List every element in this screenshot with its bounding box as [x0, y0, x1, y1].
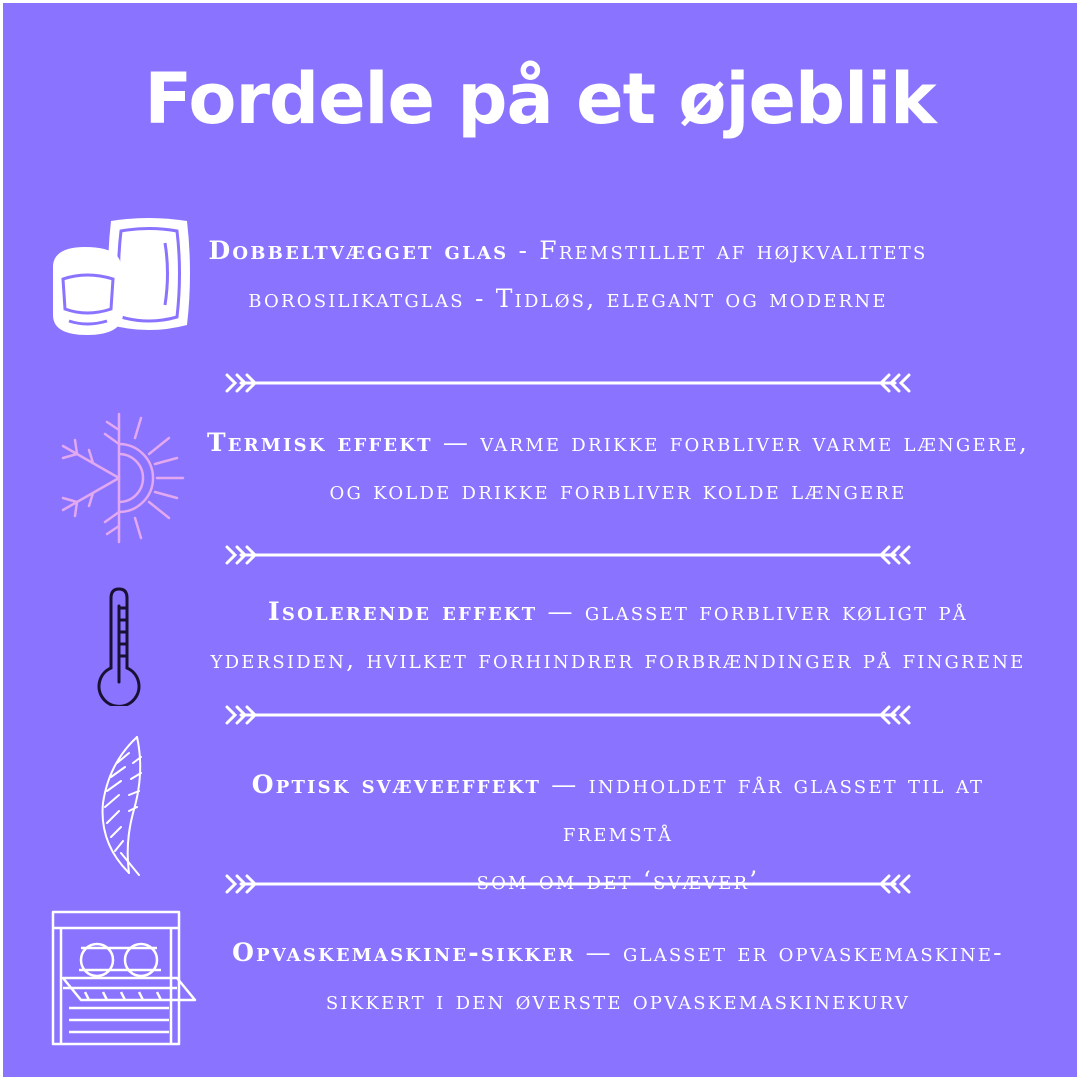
feature-line-2: og kolde drikke forbliver kolde længere	[329, 476, 907, 505]
page-title: Fordele på et øjeblik	[144, 58, 936, 140]
thermometer-icon	[89, 586, 149, 706]
feature-heading: Dobbeltvægget glas	[208, 236, 509, 265]
feature-line-2: som om det ‘svæver’	[476, 866, 760, 895]
arrow-divider	[223, 543, 913, 567]
infographic-panel	[3, 3, 1077, 1077]
dishwasher-icon	[49, 908, 199, 1048]
feature-insulating	[198, 588, 1038, 684]
feather-icon	[89, 733, 149, 878]
feature-line-1: Dobbeltvægget glas - Fremstillet af højkvalitets	[208, 236, 928, 265]
feature-line-2: borosilikatglas - Tidløs, elegant og moderne	[248, 284, 888, 313]
feature-heading: Isolerende effekt	[268, 597, 538, 626]
feature-heading: Opvaskemaskine-sikker	[232, 938, 576, 967]
arrow-divider	[223, 703, 913, 727]
feature-line-2: ydersiden, hvilket forhindrer forbrændinger på fingrene	[210, 645, 1026, 674]
feature-heading: Termisk effekt	[206, 428, 433, 457]
snowflake-sun-icon	[49, 408, 189, 548]
arrow-divider	[223, 371, 913, 395]
feature-line-1: Optisk svæveeffekt — indholdet får glasset til at fremstå	[251, 770, 985, 847]
feature-line-1: Opvaskemaskine-sikker — glasset er opvaskemaskine-	[232, 938, 1004, 967]
arrow-divider	[223, 872, 913, 896]
feature-double-wall	[208, 227, 928, 323]
feature-line-2: sikkert i den øverste opvaskemaskinekurv	[325, 986, 911, 1015]
feature-heading: Optisk svæveeffekt	[251, 770, 542, 799]
feature-thermal	[198, 419, 1038, 515]
feature-dishwasher-safe	[198, 929, 1038, 1025]
feature-line-1: Isolerende effekt — glasset forbliver køligt på	[268, 597, 968, 626]
feature-line-1: Termisk effekt — varme drikke forbliver varme længere,	[206, 428, 1030, 457]
glass-icon	[49, 213, 199, 343]
